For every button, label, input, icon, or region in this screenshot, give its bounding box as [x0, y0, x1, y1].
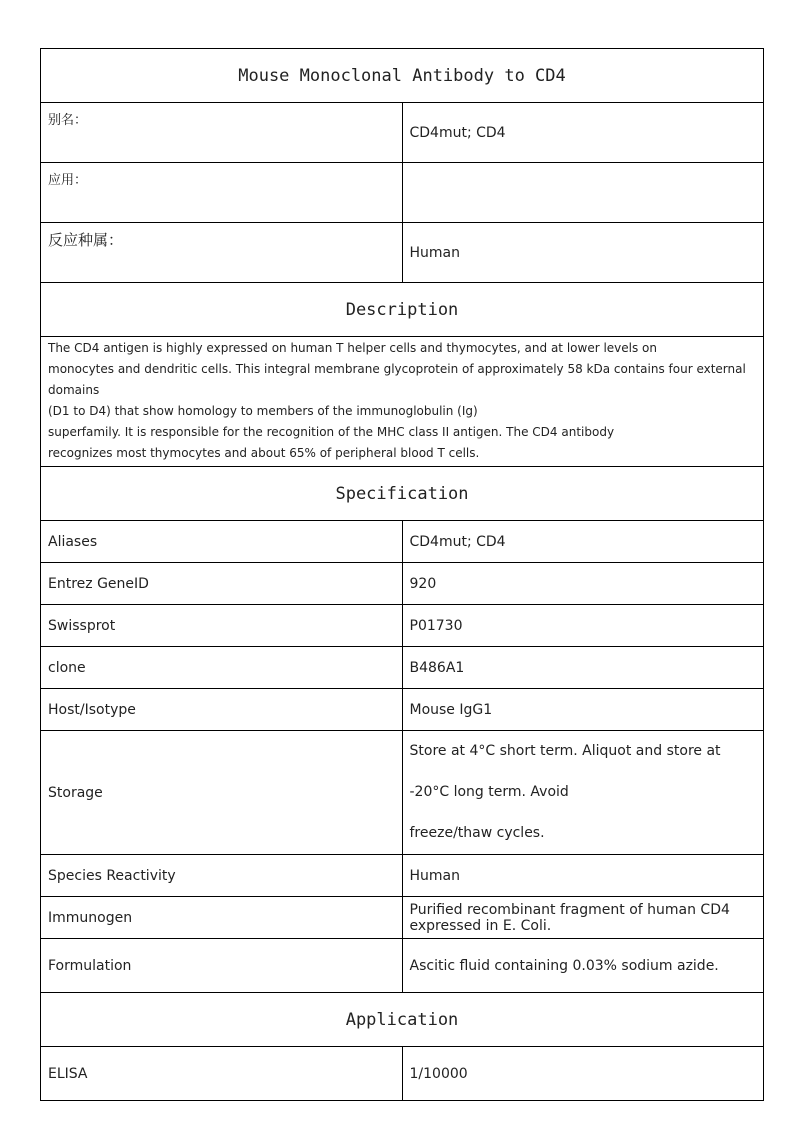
spec-value: Purified recombinant fragment of human CD4 expressed in E. Coli.: [402, 897, 764, 939]
spec-value: CD4mut; CD4: [402, 521, 764, 563]
spec-label: Formulation: [41, 939, 403, 993]
spec-row-aliases: [41, 521, 764, 563]
spec-row-formulation: [41, 939, 764, 993]
description-heading-row: [41, 283, 764, 337]
description-line: (D1 to D4) that show homology to members of the immunoglobulin (Ig): [48, 404, 478, 418]
alias-cn-value: CD4mut; CD4: [402, 103, 764, 163]
description-row: [41, 337, 764, 467]
specification-heading: Specification: [41, 467, 764, 521]
application-cn-row: [41, 163, 764, 223]
spec-value: 920: [402, 563, 764, 605]
description-line: monocytes and dendritic cells. This integral membrane glycoprotein of approximately 58 kDa contains four external domains: [48, 362, 746, 397]
spec-row-entrez: [41, 563, 764, 605]
spec-label: Swissprot: [41, 605, 403, 647]
spec-label: Storage: [41, 731, 403, 855]
spec-label: Immunogen: [41, 897, 403, 939]
spec-label: Entrez GeneID: [41, 563, 403, 605]
application-heading-row: [41, 993, 764, 1047]
alias-cn-label: 别名：: [41, 103, 403, 163]
spec-row-host: [41, 689, 764, 731]
spec-row-immunogen: [41, 897, 764, 939]
spec-row-clone: [41, 647, 764, 689]
application-cn-value: [402, 163, 764, 223]
spec-value: Mouse IgG1: [402, 689, 764, 731]
spec-label: Host/Isotype: [41, 689, 403, 731]
reactivity-cn-value: Human: [402, 223, 764, 283]
datasheet-table: [40, 48, 764, 1101]
application-cn-label: 应用：: [41, 163, 403, 223]
description-line: The CD4 antigen is highly expressed on human T helper cells and thymocytes, and at lower levels on: [48, 341, 657, 355]
product-datasheet: [40, 48, 764, 1101]
application-value: 1/10000: [402, 1047, 764, 1101]
specification-heading-row: [41, 467, 764, 521]
reactivity-cn-row: [41, 223, 764, 283]
description-line: superfamily. It is responsible for the recognition of the MHC class II antigen. The CD4 antibody: [48, 425, 615, 439]
application-row-elisa: [41, 1047, 764, 1101]
spec-row-storage: [41, 731, 764, 855]
description-line: recognizes most thymocytes and about 65% of peripheral blood T cells.: [48, 446, 480, 460]
alias-cn-row: [41, 103, 764, 163]
title-row: [41, 49, 764, 103]
application-label: ELISA: [41, 1047, 403, 1101]
spec-row-swissprot: [41, 605, 764, 647]
reactivity-cn-label: 反应种属：: [41, 223, 403, 283]
description-heading: Description: [41, 283, 764, 337]
spec-value: Human: [402, 855, 764, 897]
spec-row-species: [41, 855, 764, 897]
spec-label: Aliases: [41, 521, 403, 563]
spec-value: P01730: [402, 605, 764, 647]
spec-label: Species Reactivity: [41, 855, 403, 897]
spec-value: Ascitic fluid containing 0.03% sodium azide.: [402, 939, 764, 993]
product-title: Mouse Monoclonal Antibody to CD4: [41, 49, 764, 103]
storage-line: Store at 4°C short term. Aliquot and store at -20°C long term. Avoid: [409, 743, 721, 800]
application-heading: Application: [41, 993, 764, 1047]
description-text: [41, 337, 764, 467]
spec-value: B486A1: [402, 647, 764, 689]
spec-label: clone: [41, 647, 403, 689]
spec-value: [402, 731, 764, 855]
storage-line: freeze/thaw cycles.: [409, 825, 545, 841]
